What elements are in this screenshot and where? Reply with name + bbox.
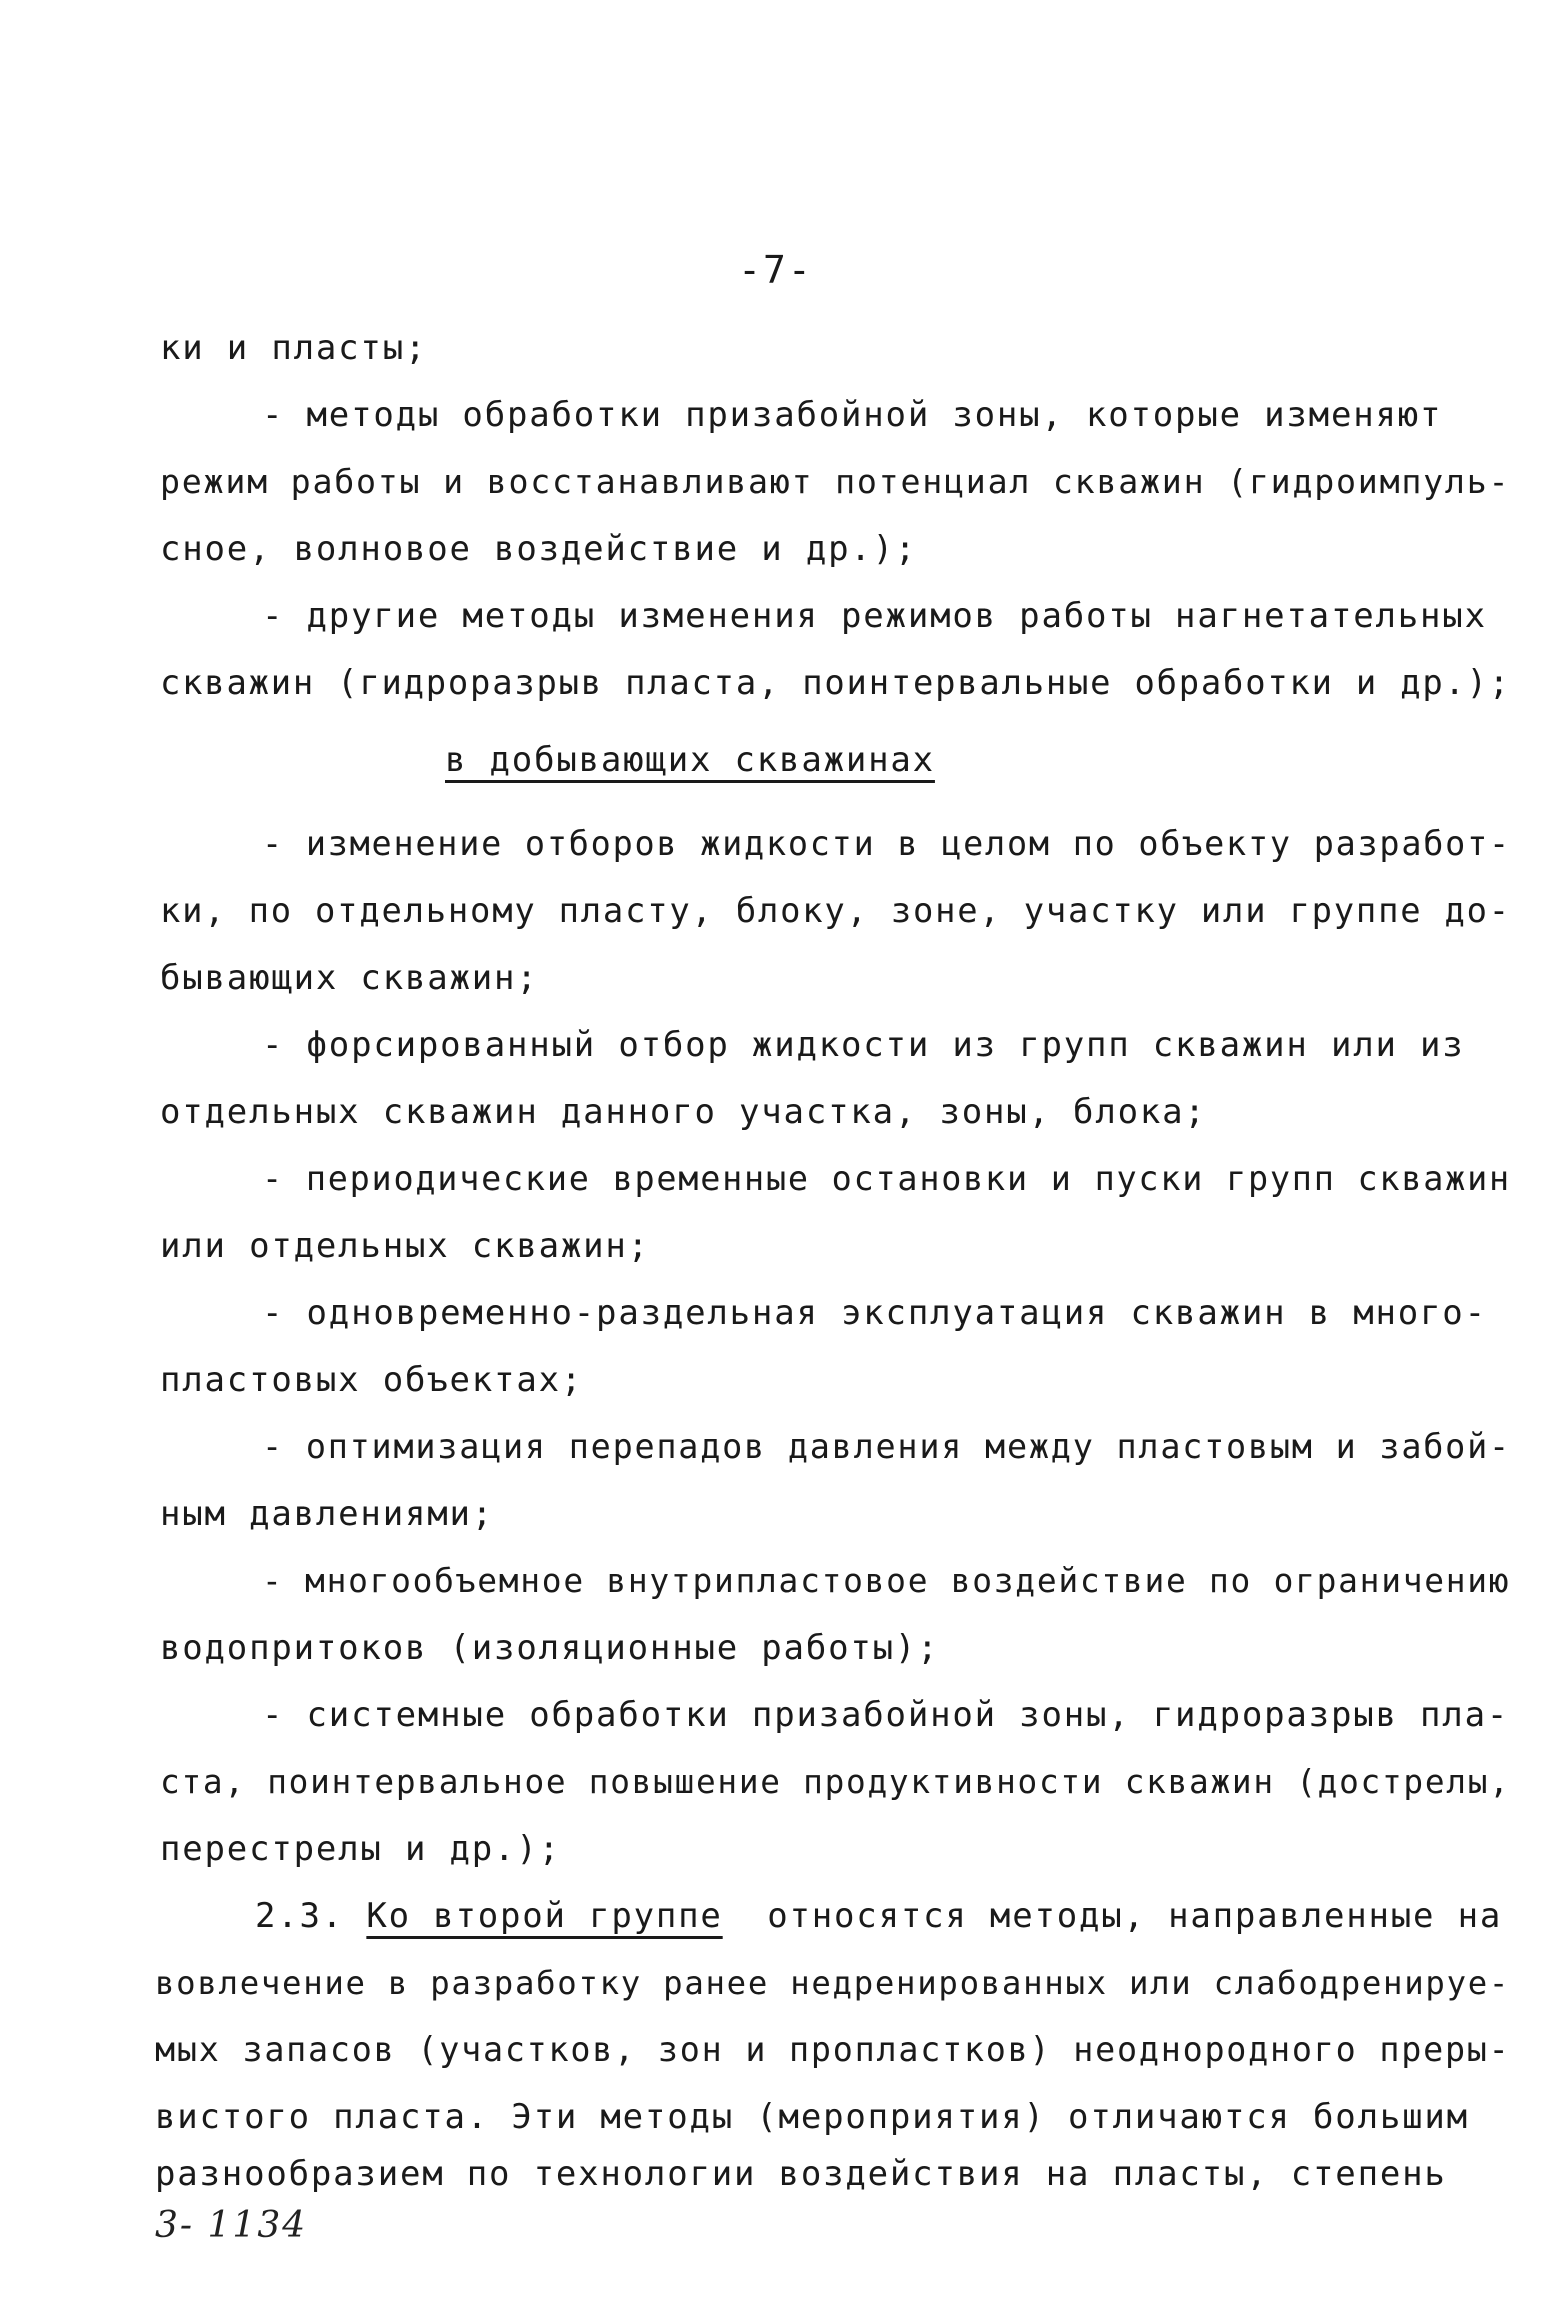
text-line: ным давлениями; [160, 1494, 495, 1534]
text-line: или отдельных скважин; [160, 1226, 650, 1266]
section-heading: в добывающих скважинах [445, 740, 935, 780]
text-line: - методы обработки призабойной зоны, которые изменяют [262, 395, 1443, 435]
handwritten-page-mark: 3- 1134 [155, 2205, 308, 2246]
text-line: отдельных скважин данного участка, зоны, блока; [160, 1092, 1207, 1132]
text-line: режим работы и восстанавливают потенциал скважин (гидроимпуль- [160, 462, 1511, 501]
text-line: - другие методы изменения режимов работы нагнетательных [262, 596, 1487, 636]
text-line: вовлечение в разработку ранее недренированных или слабодренируе- [155, 1964, 1511, 2002]
text-line: - оптимизация перепадов давления между пластовым и забой- [262, 1427, 1511, 1466]
paragraph-start-line [255, 1894, 1502, 1938]
text-line: - многообъемное внутрипластовое воздействие по ограничению [262, 1561, 1511, 1600]
text-line: - одновременно-раздельная эксплуатация скважин в много- [262, 1293, 1487, 1333]
text-line: разнообразием по технологии воздействия на пласты, степень [155, 2154, 1447, 2194]
section-number: 2.3. [255, 1896, 367, 1936]
text-span: относятся методы, направленные на [722, 1896, 1503, 1936]
text-line: ки и пласты; [160, 328, 428, 368]
text-line: ста, поинтервальное повышение продуктивности скважин (дострелы, [160, 1763, 1511, 1801]
text-line: - периодические временные остановки и пуски групп скважин [262, 1159, 1511, 1198]
text-line: скважин (гидроразрыв пласта, поинтервальные обработки и др.); [160, 663, 1511, 702]
text-line: бывающих скважин; [160, 958, 539, 998]
underlined-term: Ко второй группе [366, 1896, 723, 1936]
text-line: ки, по отдельному пласту, блоку, зоне, участку или группе до- [160, 891, 1511, 930]
text-line: перестрелы и др.); [160, 1829, 561, 1869]
text-line: вистого пласта. Эти методы (мероприятия) отличаются большим [155, 2097, 1469, 2137]
text-line: пластовых объектах; [160, 1360, 584, 1400]
text-line: сное, волновое воздействие и др.); [160, 529, 918, 569]
text-line: водопритоков (изоляционные работы); [160, 1628, 940, 1668]
text-line: - изменение отборов жидкости в целом по объекту разработ- [262, 824, 1511, 863]
text-line: - системные обработки призабойной зоны, гидроразрыв пла- [262, 1695, 1510, 1735]
text-line: мых запасов (участков, зон и пропластков) неоднородного преры- [155, 2030, 1511, 2069]
text-line: - форсированный отбор жидкости из групп скважин или из [262, 1025, 1465, 1065]
page-number: -7- [738, 248, 813, 292]
